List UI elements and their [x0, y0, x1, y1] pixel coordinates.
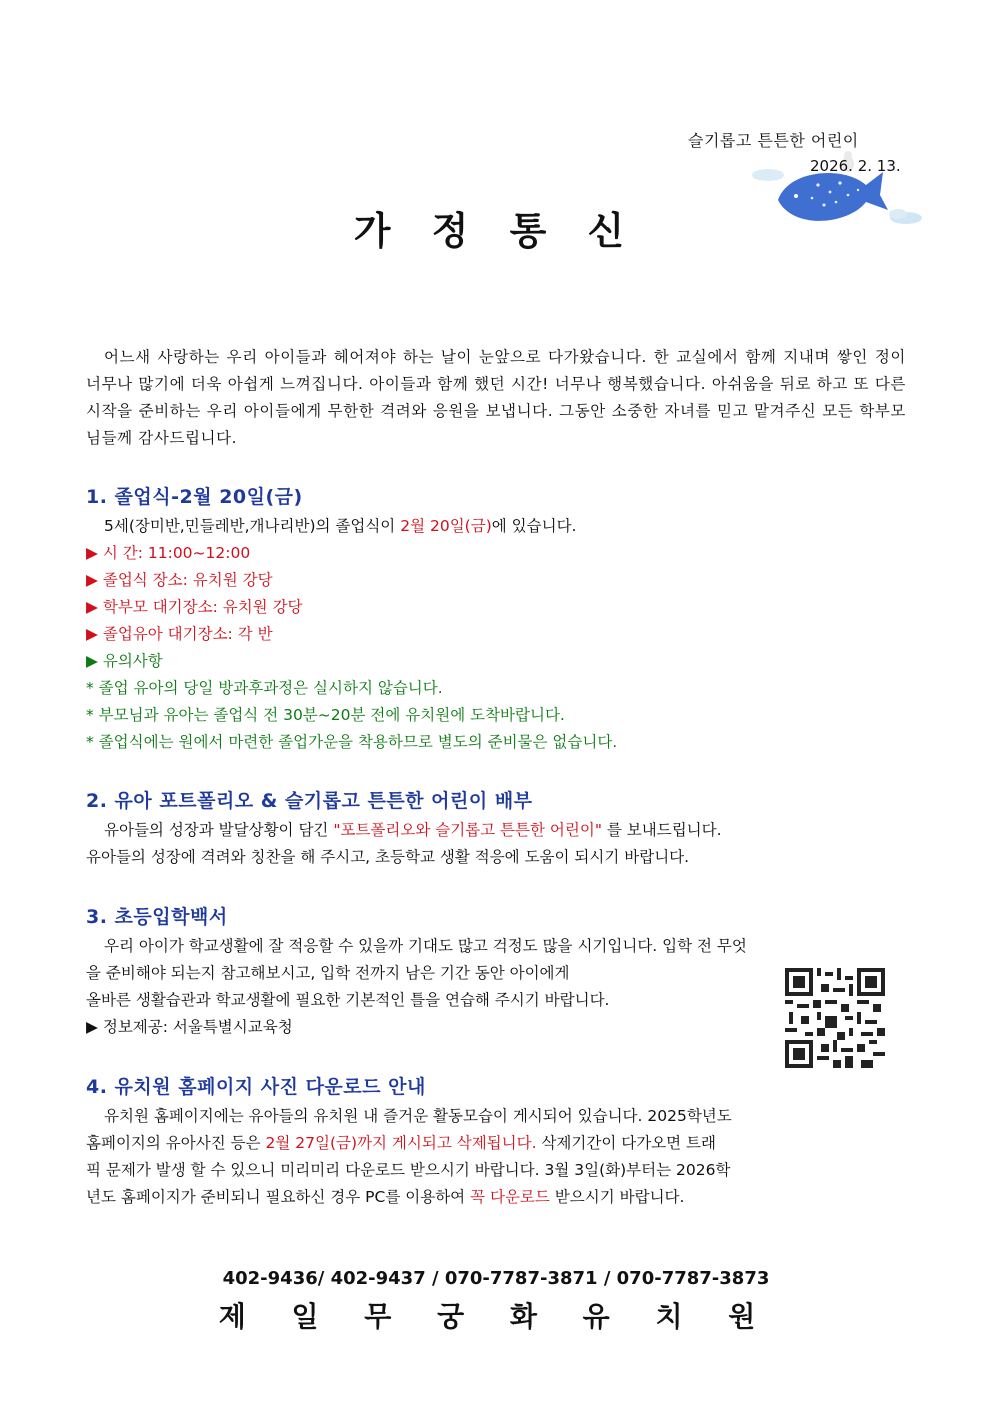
section-1-lead — [104, 514, 576, 536]
portfolio-highlight: "포트폴리오와 슬기롭고 튼튼한 어린이" — [333, 821, 602, 839]
download-highlight: 꼭 다운로드 — [470, 1188, 550, 1206]
download-post: 받으시기 바랍니다. — [549, 1188, 685, 1206]
section-2-line1 — [104, 818, 722, 840]
section-4-heading: 4. 유치원 홈페이지 사진 다운로드 안내 — [86, 1076, 426, 1098]
section-2-line2: 유아들의 성장에 격려와 칭찬을 해 주시고, 초등학교 생활 적응에 도움이 되시기 바랍니다. — [86, 848, 690, 866]
section-4-line2 — [86, 1131, 716, 1153]
ceremony-venue: ▶ 졸업식 장소: 유치원 강당 — [86, 571, 273, 589]
section-1-heading: 1. 졸업식-2월 20일(금) — [86, 486, 303, 508]
photo-pre: 홈페이지의 유아사진 등은 — [86, 1134, 266, 1152]
section-4-line4 — [86, 1185, 684, 1207]
page-title: 가 정 통 신 — [353, 208, 639, 253]
ceremony-time: ▶ 시 간: 11:00~12:00 — [86, 544, 251, 562]
section-3-heading: 3. 초등입학백서 — [86, 906, 228, 928]
notice-item: * 졸업식에는 원에서 마련한 졸업가운을 착용하므로 별도의 준비물은 없습니다. — [86, 733, 618, 751]
parent-waiting-area: ▶ 학부모 대기장소: 유치원 강당 — [86, 598, 303, 616]
section-2-heading: 2. 유아 포트폴리오 & 슬기롭고 튼튼한 어린이 배부 — [86, 790, 533, 812]
lead-pre: 5세(장미반,민들레반,개나리반)의 졸업식이 — [104, 517, 401, 535]
section-3-line2: 을 준비해야 되는지 참고해보시고, 입학 전까지 남은 기간 동안 아이에게 — [86, 964, 570, 982]
photo-post: 삭제기간이 다가오면 트래 — [536, 1134, 717, 1152]
portfolio-post: 를 보내드립니다. — [601, 821, 722, 839]
portfolio-pre: 유아들의 성장과 발달상황이 담긴 — [104, 821, 334, 839]
deletion-date: 2월 27일(금)까지 게시되고 삭제됩니다. — [265, 1134, 537, 1152]
intro-paragraph — [86, 344, 906, 452]
graduate-waiting-area: ▶ 졸업유아 대기장소: 각 반 — [86, 625, 273, 643]
qr-code[interactable] — [785, 968, 885, 1068]
info-source: ▶ 정보제공: 서울특별시교육청 — [86, 1018, 293, 1036]
lead-post: 에 있습니다. — [491, 517, 577, 535]
section-3-line3: 올바른 생활습관과 학교생활에 필요한 기본적인 틀을 연습해 주시기 바랍니다. — [86, 991, 610, 1009]
header-date: 2026. 2. 13. — [810, 157, 901, 175]
download-pre: 년도 홈페이지가 준비되니 필요하신 경우 PC를 이용하여 — [86, 1188, 471, 1206]
graduation-date: 2월 20일(금) — [400, 517, 492, 535]
notice-heading: ▶ 유의사항 — [86, 652, 163, 670]
header-slogan: 슬기롭고 튼튼한 어린이 — [688, 131, 859, 150]
section-4-line1: 유치원 홈페이지에는 유아들의 유치원 내 즐거운 활동모습이 게시되어 있습니다. 2025학년도 — [104, 1107, 732, 1125]
phone-numbers: 402-9436/ 402-9437 / 070-7787-3871 / 070-7787-3873 — [222, 1268, 770, 1289]
intro-text: 어느새 사랑하는 우리 아이들과 헤어져야 하는 날이 눈앞으로 다가왔습니다. 한 교실에서 함께 지내며 쌓인 정이 너무나 많기에 더욱 아쉽게 느껴집니다. 아이들과 함께 했던 시간! 너무나 행복했습니다. 아쉬움을 뒤로 하고 또 다른 시작을 준비하는 우리 아이들에게 무한한 격려와 응원을 보냅니다. 그동안 소중한 자녀를 믿고 맡겨주신 모든 학부모님들께 감사드립니다. — [86, 348, 906, 447]
notice-item: * 졸업 유아의 당일 방과후과정은 실시하지 않습니다. — [86, 679, 443, 697]
school-name: 제 일 무 궁 화 유 치 원 — [218, 1300, 774, 1333]
notice-item: * 부모님과 유아는 졸업식 전 30분~20분 전에 유치원에 도착바랍니다. — [86, 706, 565, 724]
section-3-line1: 우리 아이가 학교생활에 잘 적응할 수 있을까 기대도 많고 걱정도 많을 시기입니다. 입학 전 무엇 — [104, 937, 747, 955]
section-4-line3: 픽 문제가 발생 할 수 있으니 미리미리 다운로드 받으시기 바랍니다. 3월 3일(화)부터는 2026학 — [86, 1161, 731, 1179]
